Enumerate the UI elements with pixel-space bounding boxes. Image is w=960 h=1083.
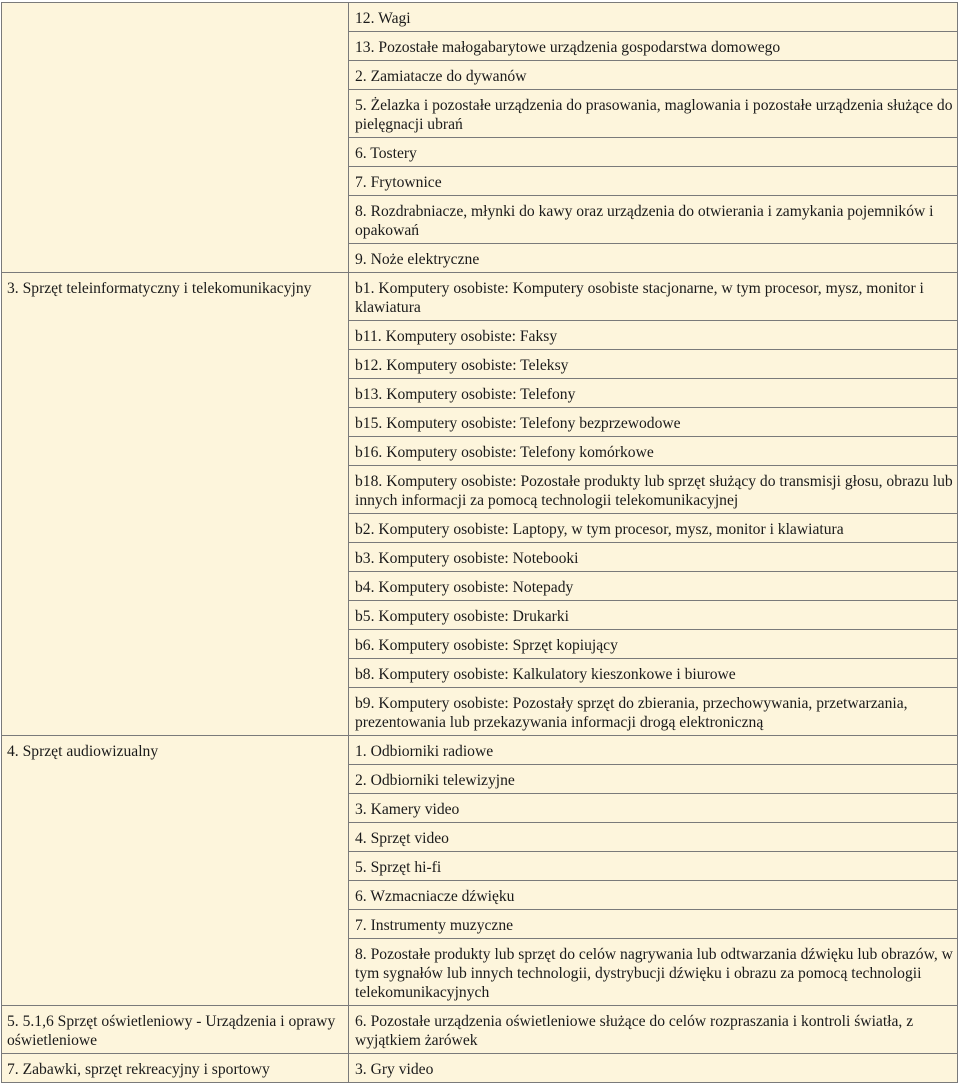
item-label: 3. Gry video xyxy=(355,1061,434,1078)
category-cell xyxy=(2,1054,349,1083)
item-label: 8. Pozostałe produkty lub sprzęt do celów nagrywania lub odtwarzania dźwięku lub obrazów, w tym sygnałów lub innych technologii, dystrybucji dźwięku i obrazu za pomocą technologii telekomunikacyjnych xyxy=(355,946,953,1001)
item-label: 5. Sprzęt hi-fi xyxy=(355,859,442,876)
category-cell xyxy=(2,736,349,1006)
item-label: 12. Wagi xyxy=(355,10,411,27)
item-cell xyxy=(349,466,958,514)
category-cell xyxy=(2,1006,349,1054)
equipment-category-table xyxy=(1,2,958,1083)
item-cell xyxy=(349,659,958,688)
item-cell xyxy=(349,61,958,90)
item-label: 2. Zamiatacze do dywanów xyxy=(355,68,527,85)
item-label: 3. Kamery video xyxy=(355,801,460,818)
item-cell xyxy=(349,939,958,1006)
item-cell xyxy=(349,1054,958,1083)
category-label: 5. 5.1,6 Sprzęt oświetleniowy - Urządzenia i oprawy oświetleniowe xyxy=(7,1013,336,1049)
item-cell xyxy=(349,794,958,823)
item-label: 9. Noże elektryczne xyxy=(355,251,480,268)
item-label: 7. Instrumenty muzyczne xyxy=(355,917,514,934)
item-label: b13. Komputery osobiste: Telefony xyxy=(355,386,576,403)
item-label: b12. Komputery osobiste: Teleksy xyxy=(355,357,569,374)
item-label: b2. Komputery osobiste: Laptopy, w tym procesor, mysz, monitor i klawiatura xyxy=(355,521,844,538)
table-row xyxy=(2,3,958,32)
item-label: b15. Komputery osobiste: Telefony bezprzewodowe xyxy=(355,415,681,432)
item-label: b1. Komputery osobiste: Komputery osobiste stacjonarne, w tym procesor, mysz, monitor i klawiatura xyxy=(355,280,924,316)
item-label: b18. Komputery osobiste: Pozostałe produkty lub sprzęt służący do transmisji głosu, obrazu lub innych informacji za pomocą technologii telekomunikacyjnej xyxy=(355,473,953,509)
item-label: 8. Rozdrabniacze, młynki do kawy oraz urządzenia do otwierania i zamykania pojemników i opakowań xyxy=(355,203,934,239)
item-label: 13. Pozostałe małogabarytowe urządzenia gospodarstwa domowego xyxy=(355,39,781,56)
item-label: 6. Pozostałe urządzenia oświetleniowe służące do celów rozpraszania i kontroli światła, z wyjątkiem żarówek xyxy=(355,1013,914,1049)
item-label: 4. Sprzęt video xyxy=(355,830,449,847)
item-label: b6. Komputery osobiste: Sprzęt kopiujący xyxy=(355,637,618,654)
category-cell xyxy=(2,3,349,273)
category-label: 3. Sprzęt teleinformatyczny i telekomunikacyjny xyxy=(7,280,312,297)
category-cell xyxy=(2,273,349,736)
table-row xyxy=(2,1006,958,1054)
item-label: b16. Komputery osobiste: Telefony komórkowe xyxy=(355,444,654,461)
item-cell xyxy=(349,910,958,939)
item-cell xyxy=(349,321,958,350)
item-cell xyxy=(349,736,958,765)
category-label xyxy=(7,3,344,31)
item-cell xyxy=(349,167,958,196)
item-label: b3. Komputery osobiste: Notebooki xyxy=(355,550,579,567)
item-cell xyxy=(349,196,958,244)
item-label: b8. Komputery osobiste: Kalkulatory kieszonkowe i biurowe xyxy=(355,666,736,683)
item-cell xyxy=(349,572,958,601)
item-cell xyxy=(349,350,958,379)
item-label: 6. Tostery xyxy=(355,145,417,162)
item-cell xyxy=(349,852,958,881)
category-label: 4. Sprzęt audiowizualny xyxy=(7,743,159,760)
item-cell xyxy=(349,688,958,736)
item-label: b4. Komputery osobiste: Notepady xyxy=(355,579,574,596)
item-label: 7. Frytownice xyxy=(355,174,442,191)
item-cell xyxy=(349,32,958,61)
item-cell xyxy=(349,273,958,321)
item-cell xyxy=(349,379,958,408)
item-label: 6. Wzmacniacze dźwięku xyxy=(355,888,515,905)
category-label: 7. Zabawki, sprzęt rekreacyjny i sportowy xyxy=(7,1061,270,1078)
item-cell xyxy=(349,138,958,167)
item-cell xyxy=(349,630,958,659)
item-cell xyxy=(349,543,958,572)
table-row xyxy=(2,736,958,765)
item-cell xyxy=(349,3,958,32)
item-cell xyxy=(349,437,958,466)
item-cell xyxy=(349,601,958,630)
item-label: b9. Komputery osobiste: Pozostały sprzęt do zbierania, przechowywania, przetwarzania, prezentowania lub przekazywania informacji drogą elektroniczną xyxy=(355,695,908,731)
item-label: b11. Komputery osobiste: Faksy xyxy=(355,328,558,345)
item-cell xyxy=(349,408,958,437)
item-cell xyxy=(349,823,958,852)
item-label: b5. Komputery osobiste: Drukarki xyxy=(355,608,569,625)
item-cell xyxy=(349,514,958,543)
item-label: 5. Żelazka i pozostałe urządzenia do prasowania, maglowania i pozostałe urządzenia służące do pielęgnacji ubrań xyxy=(355,97,953,133)
item-cell xyxy=(349,244,958,273)
item-cell xyxy=(349,765,958,794)
table-row xyxy=(2,273,958,321)
item-cell xyxy=(349,90,958,138)
item-label: 2. Odbiorniki telewizyjne xyxy=(355,772,515,789)
item-cell xyxy=(349,1006,958,1054)
item-cell xyxy=(349,881,958,910)
item-label: 1. Odbiorniki radiowe xyxy=(355,743,494,760)
table-row xyxy=(2,1054,958,1083)
